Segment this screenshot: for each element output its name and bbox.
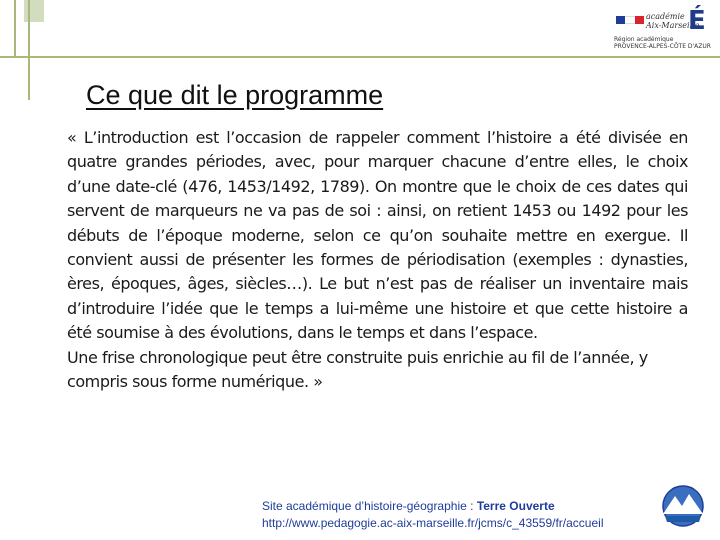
footer-site-name: Terre Ouverte	[476, 499, 555, 513]
mountain-globe-icon	[655, 484, 711, 530]
quote-paragraph-2: Une frise chronologique peut être construite puis enrichie au fil de l’année, y compris sous forme numérique. »	[67, 347, 648, 392]
academie-logo	[612, 6, 716, 56]
academie-e-icon: É	[688, 6, 706, 36]
left-rule-outer	[14, 0, 16, 56]
footer	[262, 498, 603, 532]
slide-body	[67, 126, 688, 394]
quote-paragraph-1: « L’introduction est l’occasion de rappeler comment l’histoire a été divisée en quatre grandes périodes, avec, pour marquer chacune d’entre elles, le choix d’une date-clé (476, 1453/1492, 1789). On montre que le choix de ces dates qui servent de marqueurs ne va pas de soi : ainsi, on retient 1453 ou 1492 pour les débuts de l’époque moderne, selon ce qu’on souhaite mettre en exergue. Il convient aussi de présenter les formes de périodisation (exemples : dynasties, ères, époques, âges, siècles…). Le but n’est pas de réaliser un inventaire mais d’introduire l’idée que le temps a lui-même une histoire et que cette histoire a été soumise à des évolutions, dans le temps et dans l’espace.	[67, 128, 688, 343]
slide-title: Ce que dit le programme	[86, 80, 384, 110]
footer-url[interactable]: http://www.pedagogie.ac-aix-marseille.fr/jcms/c_43559/fr/accueil	[262, 516, 604, 530]
french-flag-icon	[616, 16, 644, 24]
left-rule-inner	[28, 0, 30, 100]
corner-accent	[24, 0, 44, 22]
header-rule	[0, 56, 720, 58]
footer-site-prefix: Site académique d’histoire-géographie :	[262, 499, 477, 513]
academie-label: académie Aix-Marseille	[646, 12, 700, 30]
footer-site-line	[262, 498, 603, 515]
region-label: Région académique PROVENCE-ALPES-CÔTE D'AZUR	[614, 36, 711, 50]
